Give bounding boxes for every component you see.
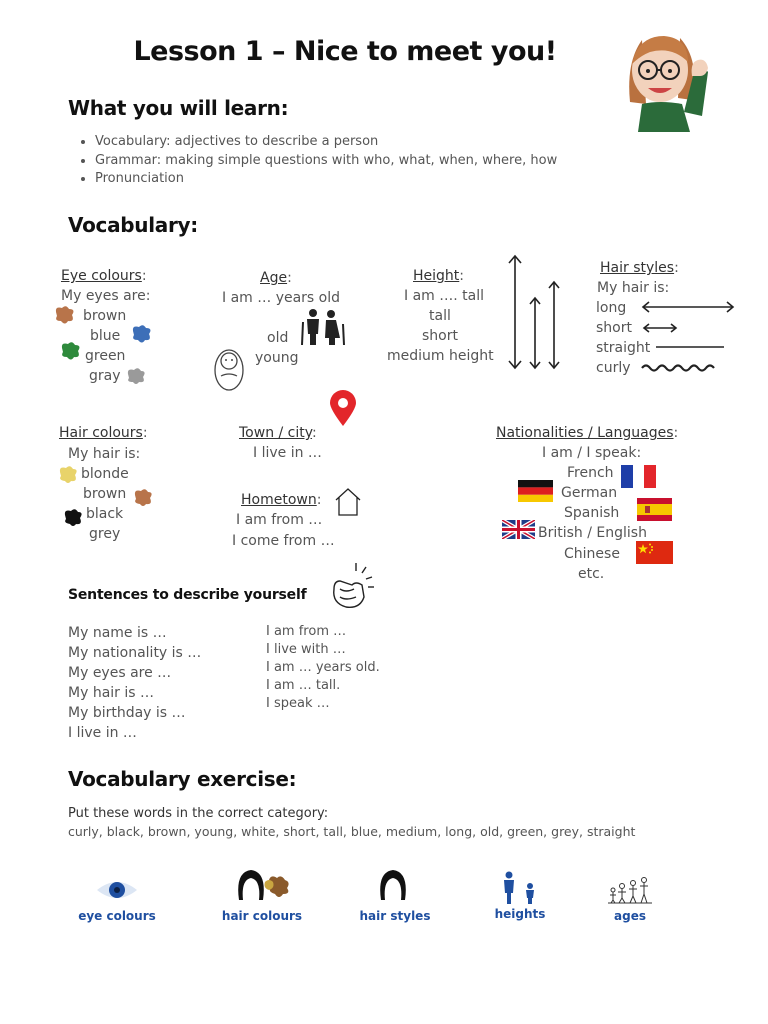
hometown-label: Hometown [241, 492, 317, 508]
sentence-item: I speak … [266, 696, 330, 711]
hometown-line: I come from … [232, 533, 335, 549]
house-icon [333, 486, 363, 516]
town-title [239, 423, 317, 443]
colon: : [312, 425, 317, 441]
sentence-item: My birthday is … [68, 705, 186, 721]
colon: : [674, 260, 679, 276]
nationality-item: etc. [578, 566, 605, 582]
hair-styles-icon [377, 868, 409, 904]
age-title [260, 268, 292, 288]
age-label: Age [260, 270, 288, 286]
nationality-item: Chinese [564, 546, 620, 562]
category-label: ages [614, 909, 646, 923]
age-line: I am … years old [222, 290, 341, 306]
learn-list [69, 133, 557, 189]
sentence-item: I am from … [266, 624, 347, 639]
hair-colour-item: brown [83, 486, 127, 502]
location-pin-icon [328, 389, 358, 427]
eye-icon [95, 878, 139, 902]
category-label: eye colours [78, 909, 156, 923]
baby-icon [212, 346, 246, 392]
nationalities-title [496, 423, 678, 443]
nationality-item: French [567, 465, 614, 481]
teacher-avatar [620, 32, 724, 132]
nationalities-intro: I am / I speak: [542, 445, 642, 461]
height-item: short [422, 328, 458, 344]
hair-colours-icon [235, 868, 293, 904]
heights-icon [499, 871, 539, 905]
colon: : [459, 268, 464, 284]
colon: : [287, 270, 292, 286]
eye-colours-label: Eye colours [61, 268, 142, 284]
hair-colours-title [59, 423, 148, 443]
blonde-splat-icon [57, 464, 79, 486]
category-label: hair styles [359, 909, 431, 923]
nationality-item: British / English [538, 525, 647, 541]
hair-styles-title [600, 258, 679, 278]
sentence-item: I live in … [68, 725, 137, 741]
green-splat-icon [59, 340, 83, 362]
exercise-words: curly, black, brown, young, white, short, tall, blue, medium, long, old, green, grey, straight [68, 824, 636, 839]
height-item: medium height [387, 348, 494, 364]
pointing-hand-icon [326, 559, 378, 611]
height-arrows-icon [504, 252, 564, 374]
colon: : [142, 425, 148, 441]
category-label: heights [494, 907, 546, 921]
town-line: I live in … [253, 445, 322, 461]
colon: : [673, 425, 679, 441]
hair-styles-label: Hair styles [600, 260, 675, 276]
brown-splat-icon [53, 304, 77, 326]
sentence-item: My hair is … [68, 685, 154, 701]
china-flag-icon [636, 541, 673, 564]
eye-item: blue [90, 328, 121, 344]
elderly-couple-icon [299, 308, 345, 346]
hair-style-item: curly [596, 360, 631, 376]
nationality-item: German [561, 485, 618, 501]
hair-style-item: long [596, 300, 627, 316]
sentence-item: I live with … [266, 642, 346, 657]
nationalities-label: Nationalities / Languages [496, 425, 674, 441]
gray-splat-icon [125, 366, 147, 386]
hair-colour-item: black [86, 506, 124, 522]
black-splat-icon [62, 507, 84, 529]
eye-item: gray [89, 368, 121, 384]
colon: : [316, 492, 322, 508]
hometown-title [241, 490, 321, 510]
uk-flag-icon [502, 520, 535, 539]
hair-colour-item: blonde [81, 466, 129, 482]
eye-item: brown [83, 308, 127, 324]
vocabulary-heading: Vocabulary: [68, 213, 198, 237]
hair-styles-intro: My hair is: [597, 280, 670, 296]
learn-item: • Grammar: making simple questions with who, what, when, where, how [95, 152, 557, 171]
eye-colours-title [61, 266, 147, 286]
height-title [413, 266, 464, 286]
ages-icon [608, 876, 652, 904]
sentence-item: My nationality is … [68, 645, 202, 661]
height-line: I am …. tall [404, 288, 484, 304]
hair-colours-label: Hair colours [59, 425, 143, 441]
sentence-item: My eyes are … [68, 665, 172, 681]
france-flag-icon [621, 465, 656, 488]
town-label: Town / city [239, 425, 313, 441]
age-item: young [255, 350, 299, 366]
hair-colour-item: grey [89, 526, 121, 542]
learn-heading: What you will learn: [68, 96, 289, 120]
exercise-heading: Vocabulary exercise: [68, 767, 297, 791]
height-item: tall [429, 308, 451, 324]
spain-flag-icon [637, 498, 672, 521]
eye-item: green [85, 348, 126, 364]
sentences-heading: Sentences to describe yourself [68, 587, 307, 603]
learn-item: • Pronunciation [95, 170, 557, 189]
hair-style-item: short [596, 320, 632, 336]
sentence-item: I am … years old. [266, 660, 380, 675]
exercise-instruction: Put these words in the correct category: [68, 806, 329, 821]
hair-style-lines-icon [640, 296, 736, 378]
eye-intro: My eyes are: [61, 288, 151, 304]
blue-splat-icon [130, 323, 154, 345]
sentence-item: My name is … [68, 625, 167, 641]
sentence-item: I am … tall. [266, 678, 341, 693]
hometown-line: I am from … [236, 512, 323, 528]
brown-splat-icon [132, 487, 154, 509]
learn-item: • Vocabulary: adjectives to describe a person [95, 133, 557, 152]
height-label: Height [413, 268, 460, 284]
germany-flag-icon [518, 480, 553, 502]
age-item: old [267, 330, 289, 346]
nationality-item: Spanish [564, 505, 620, 521]
category-label: hair colours [221, 909, 303, 923]
hair-style-item: straight [596, 340, 651, 356]
hair-colours-intro: My hair is: [68, 446, 141, 462]
page-title: Lesson 1 – Nice to meet you! [133, 36, 557, 67]
colon: : [141, 268, 147, 284]
